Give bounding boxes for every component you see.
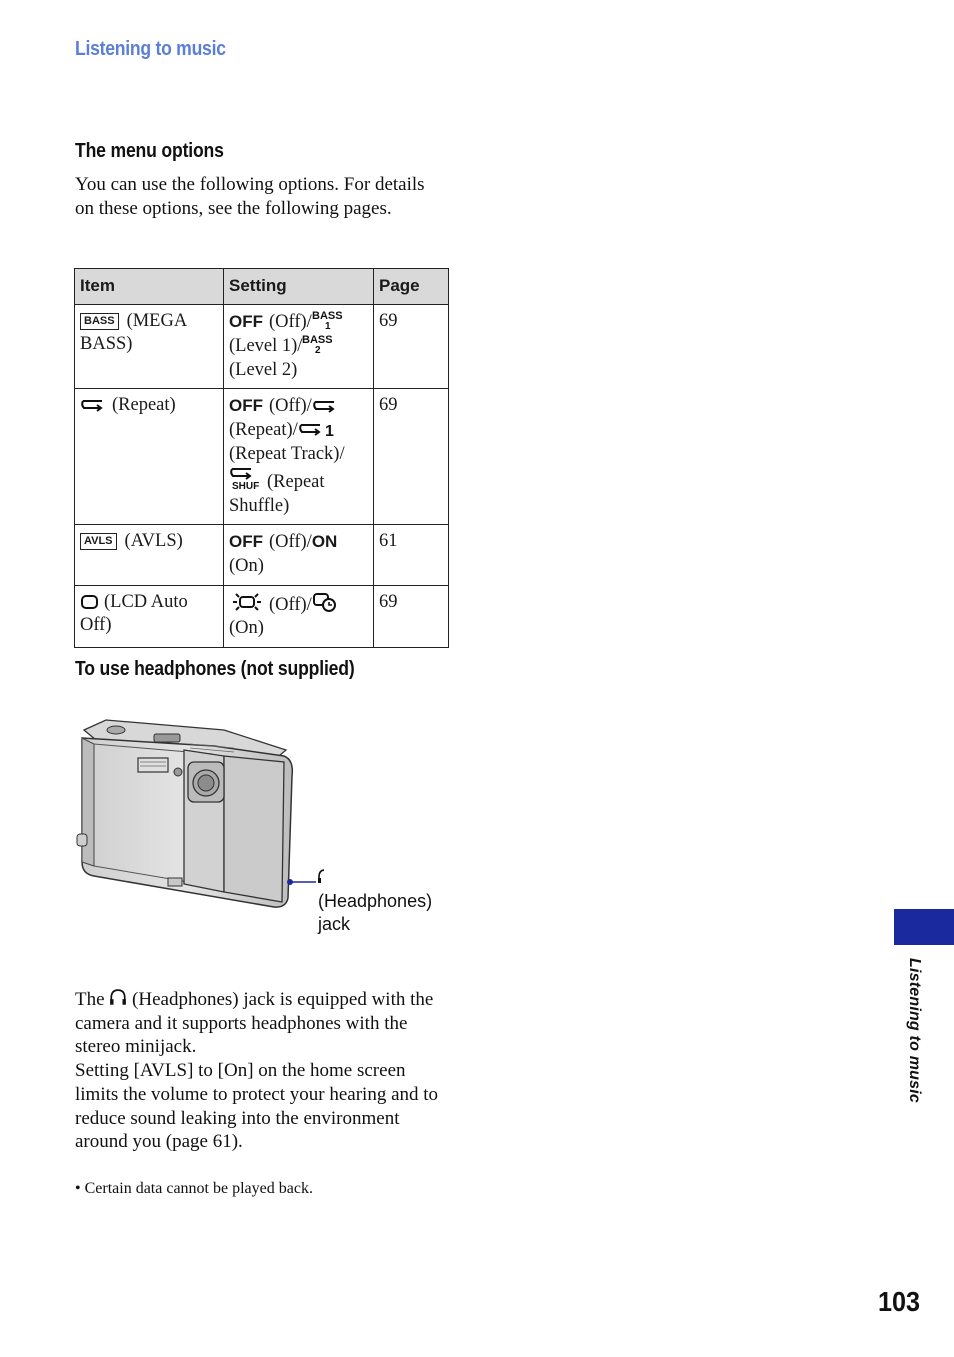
menu-options-intro: You can use the following options. For details on these options, see the following pages. bbox=[75, 174, 425, 219]
item-label: (AVLS) bbox=[124, 531, 183, 552]
table-header-row bbox=[75, 269, 449, 305]
level2-label: (Level 2) bbox=[229, 359, 298, 380]
cell-item bbox=[75, 304, 224, 389]
off-label: (Off)/ bbox=[269, 311, 312, 332]
cell-setting bbox=[224, 304, 374, 389]
table-row bbox=[75, 304, 449, 389]
level1-label: (Level 1)/ bbox=[229, 336, 303, 357]
bass-level1-icon bbox=[312, 310, 346, 330]
bullet-icon: • bbox=[75, 1180, 81, 1197]
svg-text:1: 1 bbox=[324, 320, 331, 330]
side-tab-label: Listening to music bbox=[906, 958, 923, 1103]
lcd-on-icon bbox=[229, 591, 265, 613]
svg-text:BASS: BASS bbox=[311, 309, 343, 322]
headphones-heading: To use headphones (not supplied) bbox=[75, 658, 355, 680]
header-setting: Setting bbox=[224, 269, 374, 305]
cell-setting bbox=[224, 525, 374, 585]
repeat-label: (Repeat)/ bbox=[229, 419, 298, 440]
svg-text:2: 2 bbox=[315, 345, 322, 355]
table-row bbox=[75, 525, 449, 585]
off-label: (Off)/ bbox=[269, 532, 312, 553]
on-label: (On) bbox=[229, 555, 264, 576]
bass-icon: BASS bbox=[80, 313, 119, 330]
callout-line1: (Headphones) bbox=[318, 891, 433, 911]
cell-page: 69 bbox=[374, 389, 449, 525]
bass-level2-icon bbox=[302, 334, 336, 354]
headphones-icon bbox=[318, 870, 324, 883]
menu-options-heading: The menu options bbox=[75, 140, 224, 162]
cell-item bbox=[75, 389, 224, 525]
repeat-track-icon bbox=[298, 420, 336, 438]
repeat-icon bbox=[312, 398, 340, 414]
off-icon: OFF bbox=[229, 532, 263, 552]
page-number: 103 bbox=[878, 1286, 921, 1317]
lcd-timer-icon bbox=[312, 591, 338, 613]
shuf-text: SHUF bbox=[232, 481, 260, 491]
cell-item bbox=[75, 525, 224, 585]
para2: Setting [AVLS] to [On] on the home screen limits the volume to protect your hearing and to reduce sound leaking into the environment around you (page 61). bbox=[75, 1060, 439, 1153]
cell-setting bbox=[224, 389, 374, 525]
menu-options-table bbox=[74, 268, 449, 648]
note-item bbox=[75, 1180, 313, 1198]
cell-page: 69 bbox=[374, 585, 449, 647]
header-page: Page bbox=[374, 269, 449, 305]
on-label: (On) bbox=[229, 618, 264, 639]
cell-page: 69 bbox=[374, 304, 449, 389]
table-row bbox=[75, 389, 449, 525]
headphones-jack-callout bbox=[318, 890, 432, 936]
off-label: (Off)/ bbox=[269, 594, 312, 615]
avls-icon: AVLS bbox=[80, 533, 117, 550]
lcd-icon bbox=[80, 594, 100, 610]
track-label: (Repeat Track)/ bbox=[229, 443, 345, 464]
headphones-icon bbox=[109, 989, 127, 1007]
camera-illustration bbox=[74, 716, 324, 916]
headphones-paragraph bbox=[75, 988, 445, 1154]
cell-setting bbox=[224, 585, 374, 647]
item-label: (MEGA BASS) bbox=[80, 310, 187, 355]
item-label: (Repeat) bbox=[112, 395, 176, 416]
off-icon: OFF bbox=[229, 311, 263, 331]
callout-line2: jack bbox=[318, 914, 351, 934]
header-item: Item bbox=[75, 269, 224, 305]
svg-text:BASS: BASS bbox=[302, 334, 334, 347]
off-icon: OFF bbox=[229, 396, 263, 416]
svg-text:1: 1 bbox=[324, 422, 334, 438]
cell-item bbox=[75, 585, 224, 647]
para1-before: The bbox=[75, 989, 105, 1010]
table-row bbox=[75, 585, 449, 647]
on-icon: ON bbox=[311, 532, 338, 552]
shuffle-label: (Repeat Shuffle) bbox=[229, 472, 325, 516]
para1-after: (Headphones) jack is equipped with the camera and it supports headphones with the stereo minijack. bbox=[75, 989, 434, 1058]
off-label: (Off)/ bbox=[269, 396, 312, 417]
item-label: (LCD Auto Off) bbox=[80, 591, 188, 636]
cell-page: 61 bbox=[374, 525, 449, 585]
note-text: Certain data cannot be played back. bbox=[84, 1180, 313, 1197]
repeat-shuffle-icon bbox=[229, 466, 263, 490]
section-header: Listening to music bbox=[75, 38, 226, 60]
side-tab-marker bbox=[894, 909, 954, 945]
repeat-icon bbox=[80, 397, 108, 413]
